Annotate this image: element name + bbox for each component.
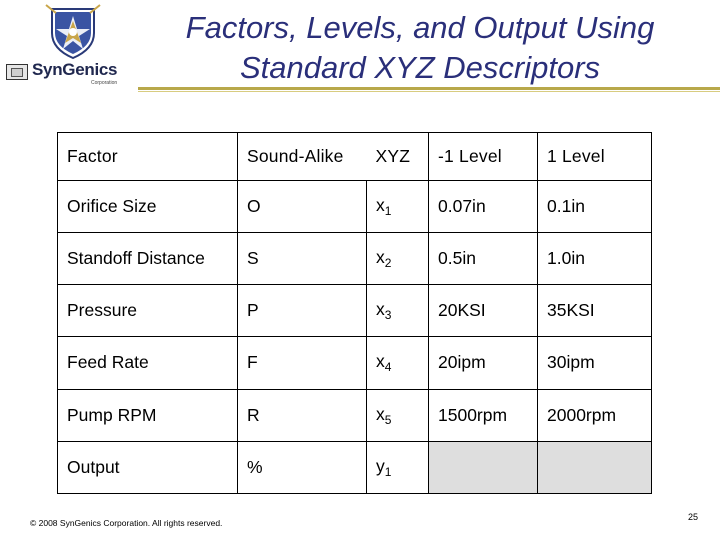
table-row: [58, 180, 652, 232]
header-sound-alike: Sound-Alike: [238, 133, 367, 181]
table-row-output: [58, 441, 652, 493]
low-level-cell: 0.5in: [429, 233, 538, 285]
syngenics-box-icon: [6, 64, 28, 80]
slide-title: [150, 8, 690, 88]
header-xyz: XYZ: [367, 133, 429, 181]
af-shield-emblem-icon: [44, 3, 102, 61]
syngenics-logo: [6, 60, 136, 88]
page-number: 25: [688, 512, 699, 522]
low-level-cell: 20KSI: [429, 285, 538, 337]
table-row: [58, 337, 652, 389]
xyz-cell: [367, 441, 429, 493]
sound-alike-cell: %: [238, 441, 367, 493]
table-row: [58, 285, 652, 337]
header-low-level: -1 Level: [429, 133, 538, 181]
title-rule-thin: [138, 91, 720, 92]
factor-cell: Orifice Size: [58, 180, 238, 232]
title-line-2: Standard XYZ Descriptors: [239, 50, 601, 85]
xyz-cell: [367, 233, 429, 285]
xyz-cell: [367, 337, 429, 389]
high-level-cell: 30ipm: [538, 337, 652, 389]
table-header-row: [58, 133, 652, 181]
header-high-level: 1 Level: [538, 133, 652, 181]
header-factor: Factor: [58, 133, 238, 181]
company-name: SynGenics: [32, 60, 118, 79]
xyz-subscript: 1: [384, 464, 392, 479]
xyz-var: x: [376, 299, 385, 320]
factor-cell: Feed Rate: [58, 337, 238, 389]
table-row: [58, 233, 652, 285]
factor-cell: Pump RPM: [58, 389, 238, 441]
xyz-cell: [367, 180, 429, 232]
factors-table: [57, 132, 652, 494]
sound-alike-cell: F: [238, 337, 367, 389]
table-row: [58, 389, 652, 441]
high-level-cell: 2000rpm: [538, 389, 652, 441]
xyz-var: x: [376, 247, 385, 268]
factor-cell: Pressure: [58, 285, 238, 337]
xyz-subscript: 5: [384, 412, 392, 427]
low-level-cell-empty: [429, 441, 538, 493]
factor-cell: Standoff Distance: [58, 233, 238, 285]
xyz-subscript: 1: [384, 203, 392, 218]
sound-alike-cell: S: [238, 233, 367, 285]
high-level-cell: 1.0in: [538, 233, 652, 285]
xyz-cell: [367, 389, 429, 441]
company-tagline: Corporation: [91, 80, 118, 86]
xyz-var: x: [376, 351, 385, 372]
title-rule: [138, 87, 720, 90]
low-level-cell: 1500rpm: [429, 389, 538, 441]
xyz-var: x: [376, 403, 385, 424]
sound-alike-cell: R: [238, 389, 367, 441]
high-level-cell-empty: [538, 441, 652, 493]
high-level-cell: 35KSI: [538, 285, 652, 337]
title-line-1: Factors, Levels, and Output Using: [185, 10, 655, 45]
xyz-subscript: 4: [384, 360, 392, 375]
high-level-cell: 0.1in: [538, 180, 652, 232]
copyright-notice: © 2008 SynGenics Corporation. All rights reserved.: [30, 518, 223, 528]
xyz-subscript: 3: [384, 308, 392, 323]
xyz-var: y: [376, 455, 385, 476]
low-level-cell: 0.07in: [429, 180, 538, 232]
sound-alike-cell: P: [238, 285, 367, 337]
xyz-cell: [367, 285, 429, 337]
xyz-var: x: [376, 194, 385, 215]
factor-cell: Output: [58, 441, 238, 493]
xyz-subscript: 2: [384, 256, 392, 271]
low-level-cell: 20ipm: [429, 337, 538, 389]
sound-alike-cell: O: [238, 180, 367, 232]
